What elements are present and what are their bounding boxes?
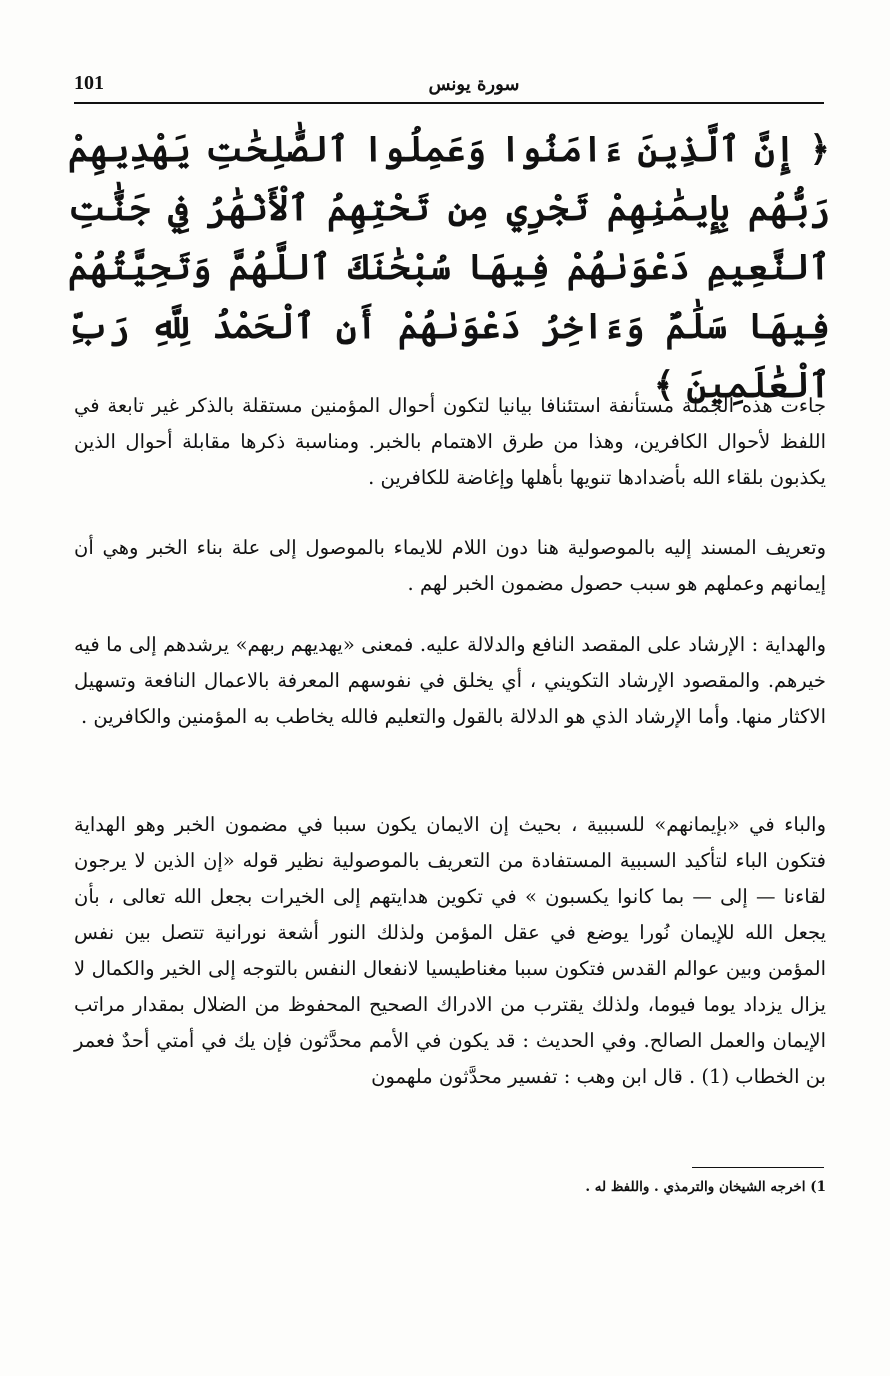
footnote: 1) اخرجه الشيخان والترمذي . واللفظ له . xyxy=(585,1179,826,1195)
verse-text: إِنَّ ٱلَّذِينَ ءَامَنُوا وَعَمِلُوا ٱلصَّٰلِحَٰتِ يَهْدِيهِمْ رَبُّهُم بِإِيمَٰنِهِمْ تَجْرِي مِن تَحْتِهِمُ ٱلْأَنْهَٰرُ فِي جَنَّٰتِ ٱلنَّعِيمِ دَعْوَىٰهُمْ فِيهَا سُبْحَٰنَكَ ٱللَّهُمَّ وَتَحِيَّتُهُمْ فِيهَا سَلَٰمٌ وَءَاخِرُ دَعْوَىٰهُمْ أَنِ ٱلْحَمْدُ لِلَّهِ رَبِّ ٱلْعَٰلَمِينَ xyxy=(68,129,830,406)
surah-title: سورة يونس xyxy=(428,74,520,95)
page-number: 101 xyxy=(74,72,104,94)
verse-close-bracket: ﴾ xyxy=(653,365,675,406)
footnote-rule xyxy=(692,1167,824,1168)
commentary-paragraph-3: والهداية : الإرشاد على المقصد النافع والدلالة عليه. فمعنى «يهديهم ربهم» يرشدهم إلى ما فيه خيرهم. والمقصود الإرشاد التكويني ، أي يخلق في نفوسهم المعرفة بالاعمال النافعة وتسهيل الاكثار منها. وأما الإرشاد الذي هو الدلالة بالقول والتعليم فالله يخاطب به المؤمنين والكافرين . xyxy=(74,633,826,728)
header-rule xyxy=(74,102,824,104)
quran-verse xyxy=(68,120,830,415)
page-header xyxy=(74,70,824,106)
verse-open-bracket: ﴿ xyxy=(809,129,831,170)
commentary-paragraph-4: والباء في «بإيمانهم» للسببية ، بحيث إن الايمان يكون سببا في مضمون الخبر وهو الهداية فتكون الباء لتأكيد السببية المستفادة من التعريف بالموصولية نظير قوله «إن الذين لا يرجون لقاءنا — إلى — بما كانوا يكسبون » في تكوين هدايتهم إلى الخيرات بجعل الله تعالى ، بأن يجعل الله للإيمان نُورا يوضع في عقل المؤمن ولذلك النور أشعة نورانية تتصل بين نفس المؤمن وبين عوالم القدس فتكون سببا مغناطيسيا لانفعال النفس بالتوجه إلى الخير والكمال لا يزال يزداد يوما فيوما، ولذلك يقترب من الادراك الصحيح المحفوظ من الضلال بمقدار مراتب الإيمان والعمل الصالح. وفي الحديث : قد يكون في الأمم محدَّثون فإن يك في أمتي أحدٌ فعمر بن الخطاب (1) . قال ابن وهب : تفسير محدَّثون ملهمون xyxy=(74,813,826,1088)
commentary-paragraph-2: وتعريف المسند إليه بالموصولية هنا دون اللام للايماء بالموصول إلى علة بناء الخبر وهي أن إيمانهم وعملهم هو سبب حصول مضمون الخبر لهم . xyxy=(74,536,826,595)
commentary-paragraph-1: جاءت هذه الجملة مستأنفة استئنافا بيانيا لتكون أحوال المؤمنين مستقلة بالذكر غير تابعة في اللفظ لأحوال الكافرين، وهذا من طرق الاهتمام بالخبر. ومناسبة ذكرها مقابلة أحوال الذين يكذبون بلقاء الله بأضدادها تنويها بأهلها وإغاضة للكافرين . xyxy=(74,394,826,489)
